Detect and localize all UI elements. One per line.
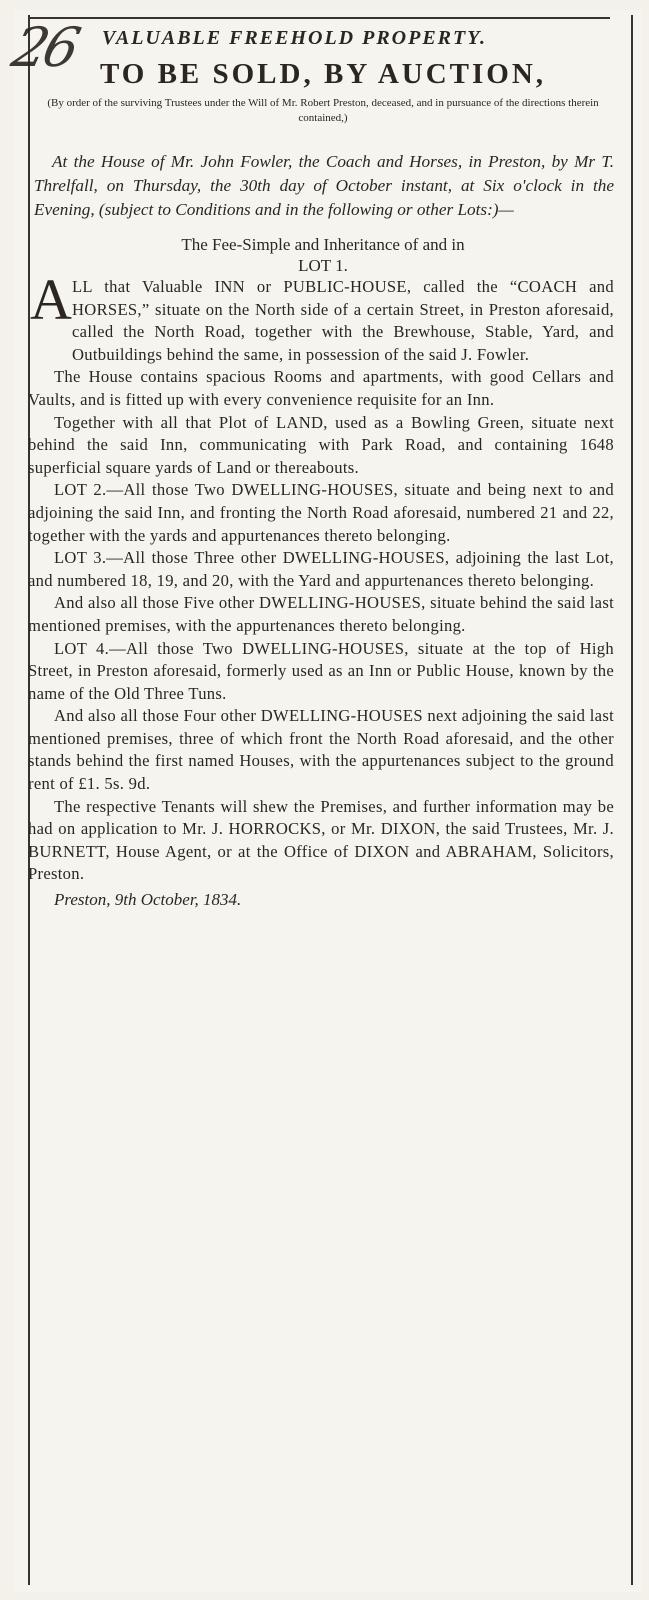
dateline: Preston, 9th October, 1834. [54,890,242,910]
column-rule-right [631,15,633,1585]
auction-intro: At the House of Mr. John Fowler, the Coach and Horses, in Preston, by Mr T. Threlfall, on Thursday, the 30th day of October instant, at Six o'clock in the Evening, (subject to Conditions and in the following or other Lots:)— [34,152,614,219]
lot-3-paragraph: LOT 3.—All those Three other DWELLING-HOUSES, adjoining the last Lot, and numbered 18, 19, and 20, with the Yard and appurtenances thereto belonging. [28,548,614,590]
advertisement-column [24,22,622,912]
lot-1-heading: LOT 1. [298,256,348,275]
handwritten-number: 26 [6,16,83,79]
contact-paragraph: The respective Tenants will shew the Premises, and further information may be had on application to Mr. J. HORROCKS, or Mr. DIXON, the said Trustees, Mr. J. BURNETT, House Agent, or at the Office of DIXON and ABRAHAM, Solicitors, Preston. [28,796,614,884]
lot-4-paragraph: LOT 4.—All those Two DWELLING-HOUSES, situate at the top of High Street, in Preston aforesaid, formerly used as an Inn or Public House, known by the name of the Old Three Tuns. [28,638,614,703]
sale-title: TO BE SOLD, BY AUCTION, [99,58,547,90]
paragraph: And also all those Five other DWELLING-HOUSES, situate behind the said last mentioned premises, with the appurtenances thereto belonging. [28,593,614,635]
paragraph: And also all those Four other DWELLING-HOUSES next adjoining the said last mentioned premises, three of which front the North Road aforesaid, and the other stands behind the first named Houses, with the appurtenances subject to the ground rent of £1. 5s. 9d. [28,706,614,794]
lot-1-text: LL that Valuable INN or PUBLIC-HOUSE, called the “COACH and HORSES,” situate on the North side of a certain Street, in Preston aforesaid, called the North Road, together with the Brewhouse, Stable, Yard, and Outbuildings behind the same, in possession of the said J. Fowler. [72,277,614,364]
header-rule-top [28,17,610,19]
paragraph: Together with all that Plot of LAND, used as a Bowling Green, situate next behind the said Inn, communicating with Park Road, and containing 1648 superficial square yards of Land or thereabouts. [28,412,614,477]
property-title: VALUABLE FREEHOLD PROPERTY. [102,27,487,49]
fee-simple-line: The Fee-Simple and Inheritance of and in [181,235,465,254]
order-note: (By order of the surviving Trustees under the Will of Mr. Robert Preston, deceased, and in pursuance of the directions therein contained,) [47,97,599,124]
paragraph: The House contains spacious Rooms and apartments, with good Cellars and Vaults, and is fitted up with every convenience requisite for an Inn. [28,367,614,409]
drop-cap: A [30,267,73,332]
lot-2-paragraph: LOT 2.—All those Two DWELLING-HOUSES, situate and being next to and adjoining the said Inn, and fronting the North Road aforesaid, numbered 21 and 22, together with the yards and appurtenances thereto belonging. [28,480,614,545]
lot-1-description [28,267,614,366]
